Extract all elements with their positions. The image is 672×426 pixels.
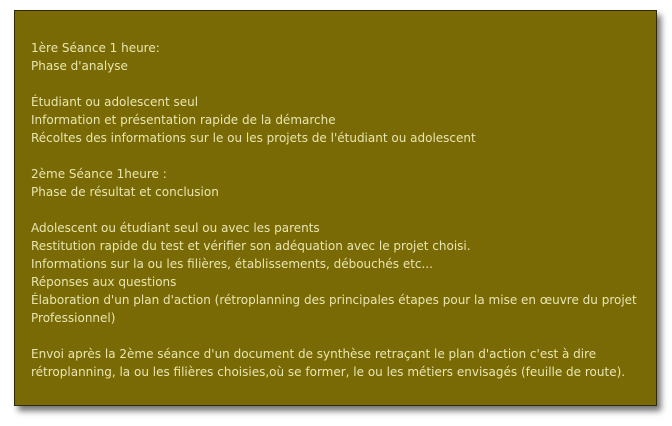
section-1-item: Information et présentation rapide de la démarche	[31, 113, 336, 127]
section-2-title: 2ème Séance 1heure :	[31, 167, 167, 181]
document-panel	[14, 10, 657, 406]
section-1-item: Récoltes des informations sur le ou les projets de l'étudiant ou adolescent	[31, 131, 476, 145]
section-2-item: Informations sur la ou les filières, établissements, débouchés etc...	[31, 257, 433, 271]
section-2-item: Adolescent ou étudiant seul ou avec les parents	[31, 221, 320, 235]
section-1-title: 1ère Séance 1 heure:	[31, 41, 160, 55]
spacer	[31, 201, 648, 219]
spacer	[31, 327, 648, 345]
section-2-item: Restitution rapide du test et vérifier son adéquation avec le projet choisi.	[31, 239, 471, 253]
document-text	[31, 39, 648, 381]
section-2-item: Élaboration d'un plan d'action (rétroplanning des principales étapes pour la mise en œuvre du projet Professionnel)	[31, 293, 637, 325]
section-1-phase: Phase d'analyse	[31, 59, 128, 73]
section-2-item: Réponses aux questions	[31, 275, 177, 289]
spacer	[31, 147, 648, 165]
section-1-item: Étudiant ou adolescent seul	[31, 95, 199, 109]
spacer	[31, 75, 648, 93]
closing-paragraph: Envoi après la 2ème séance d'un document de synthèse retraçant le plan d'action c'est à dire rétroplanning, la ou les filières choisies,où se former, le ou les métiers envisagés (feuille de route).	[31, 347, 626, 379]
section-2-phase: Phase de résultat et conclusion	[31, 185, 219, 199]
